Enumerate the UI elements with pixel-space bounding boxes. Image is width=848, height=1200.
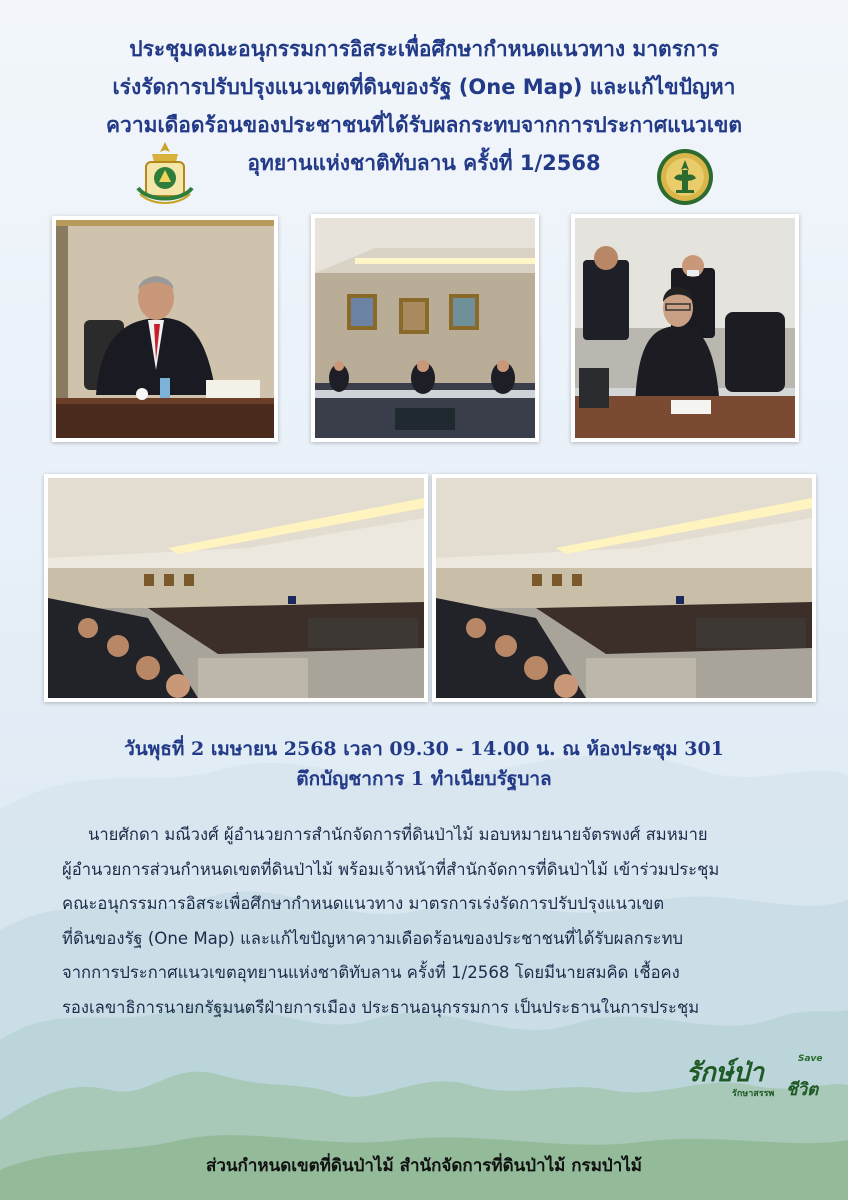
body-line-5: จากการประกาศแนวเขตอุทยานแห่งชาติทับลาน ครั้งที่ 1/2568 โดยมีนายสมคิด เชื้อคง	[62, 963, 680, 982]
logo-save-text: Save	[798, 1054, 823, 1064]
body-line-3: คณะอนุกรรมการอิสระเพื่อศึกษากำหนดแนวทาง มาตรการเร่งรัดการปรับปรุงแนวเขต	[62, 894, 665, 913]
save-forest-logo	[686, 1052, 836, 1106]
meeting-photo-head-table	[311, 214, 539, 442]
department-emblem-icon	[132, 140, 198, 210]
body-paragraph	[62, 818, 826, 1025]
title-line-1: ประชุมคณะอนุกรรมการอิสระเพื่อศึกษากำหนดแนวทาง มาตรการ	[129, 37, 719, 61]
meeting-photo-room-wide-1	[44, 474, 428, 702]
logo-main-text: รักษ์ป่า	[686, 1058, 764, 1088]
meeting-photo-chairman	[52, 216, 278, 442]
body-line-1: นายศักดา มณีวงศ์ ผู้อำนวยการสำนักจัดการที่ดินป่าไม้ มอบหมายนายจัตรพงศ์ สมหมาย	[88, 825, 708, 844]
body-line-6: รองเลขาธิการนายกรัฐมนตรีฝ่ายการเมือง ประธานอนุกรรมการ เป็นประธานในการประชุม	[62, 997, 700, 1017]
body-line-2: ผู้อำนวยการส่วนกำหนดเขตที่ดินป่าไม้ พร้อมเจ้าหน้าที่สำนักจัดการที่ดินป่าไม้ เข้าร่วมประชุม	[62, 859, 720, 879]
meeting-photo-room-wide-2	[432, 474, 816, 702]
body-line-4: ที่ดินของรัฐ (One Map) และแก้ไขปัญหาความเดือดร้อนของประชาชนที่ได้รับผลกระทบ	[62, 928, 684, 948]
logo-life-text: ชีวิต	[786, 1080, 819, 1100]
meeting-date-location	[40, 734, 808, 794]
date-line-1: วันพุธที่ 2 เมษายน 2568 เวลา 09.30 - 14.00 น. ณ ห้องประชุม 301	[124, 738, 724, 760]
title-line-3: ความเดือดร้อนของประชาชนที่ได้รับผลกระทบจากการประกาศแนวเขต	[106, 113, 742, 137]
date-line-2: ตึกบัญชาการ 1 ทำเนียบรัฐบาล	[296, 768, 552, 790]
title-line-2: เร่งรัดการปรับปรุงแนวเขตที่ดินของรัฐ (One Map) และแก้ไขปัญหา	[112, 75, 736, 99]
meeting-photo-officers	[571, 214, 799, 442]
footer-agency: ส่วนกำหนดเขตที่ดินป่าไม้ สำนักจัดการที่ดินป่าไม้ กรมป่าไม้	[205, 1156, 642, 1176]
title-line-4: อุทยานแห่งชาติทับลาน ครั้งที่ 1/2568	[247, 151, 601, 175]
logo-sub-text: รักษาสรรพ	[732, 1089, 775, 1099]
forest-department-seal-icon	[656, 148, 714, 206]
